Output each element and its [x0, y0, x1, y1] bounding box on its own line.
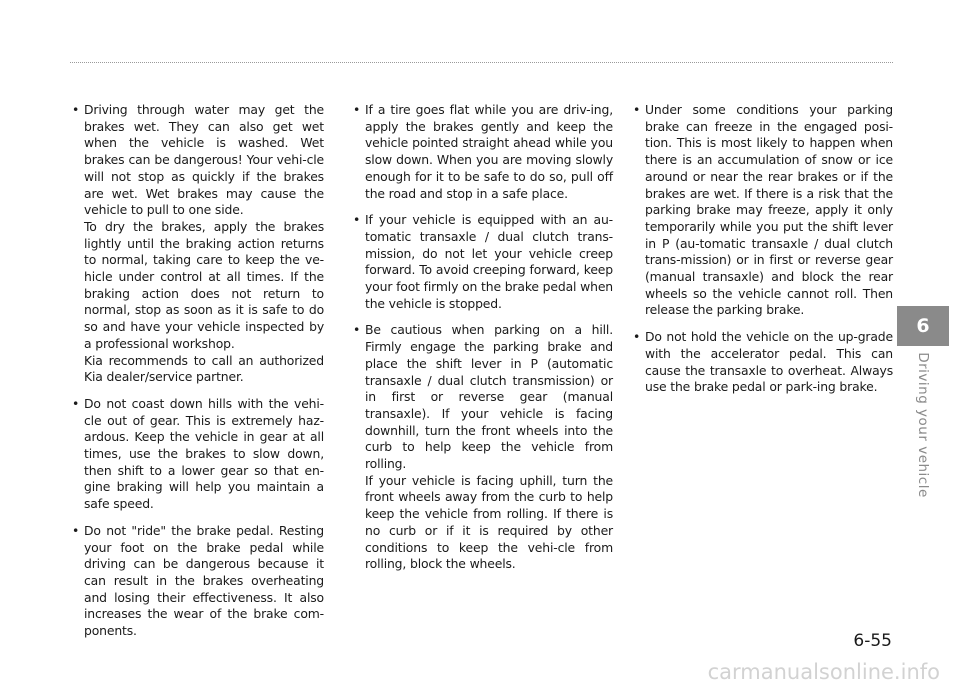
paragraph: If your vehicle is equipped with an au-tomatic transaxle / dual clutch trans-mission, do not let your vehicle creep forward. To avoid creeping forward, keep your foot firmly on the brake pedal when the vehicle is stopped. — [365, 212, 613, 311]
header-divider — [70, 62, 893, 63]
paragraph: Be cautious when parking on a hill. Firmly engage the parking brake and place the shift lever in P (automatic transaxle / dual clutch transmission) or in first or reverse gear (manual transaxle). If your vehicle is facing downhill, turn the front wheels into the curb to help keep the vehicle from rolling. — [365, 322, 613, 472]
bullet-dot: • — [633, 329, 641, 345]
watermark: carmanualsonline.info — [707, 660, 940, 684]
paragraph: Do not hold the vehicle on the up-grade with the accelerator pedal. This can cause the transaxle to overheat. Always use the brake pedal or park-ing brake. — [645, 329, 893, 395]
bullet-item — [72, 396, 324, 513]
bullet-dot: • — [72, 522, 80, 538]
bullet-item — [353, 322, 613, 573]
bullet-dot: • — [353, 212, 361, 228]
chapter-tab: 6 — [897, 306, 949, 346]
chapter-title: Driving your vehicle — [915, 352, 931, 498]
paragraph: Driving through water may get the brakes wet. They can also get wet when the vehicle is washed. Wet brakes can be dangerous! Your vehi-cle will not stop as quickly if the brakes are wet. Wet brakes may cause the vehicle to pull to one side. — [84, 102, 324, 218]
paragraph: Do not "ride" the brake pedal. Resting your foot on the brake pedal while driving can be dangerous because it can result in the brakes overheating and losing their effectiveness. It also increases the wear of the brake com-ponents. — [84, 522, 324, 639]
text-column-1 — [72, 102, 324, 650]
bullet-dot: • — [72, 395, 80, 411]
bullet-item — [633, 102, 893, 319]
paragraph: To dry the brakes, apply the brakes lightly until the braking action returns to normal, taking care to keep the ve-hicle under control at all times. If the braking action does not return to normal, stop as soon as it is safe to do so and have your vehicle inspected by a professional workshop. — [84, 218, 324, 351]
bullet-dot: • — [72, 102, 80, 117]
paragraph: Under some conditions your parking brake can freeze in the engaged posi-tion. This is most likely to happen when there is an accumulation of snow or ice around or near the rear brakes or if the brakes are wet. If there is a risk that the parking brake may freeze, apply it only temporarily while you put the shift lever in P (au-tomatic transaxle / dual clutch trans-mission) or in first or reverse gear (manual transaxle) and block the rear wheels so the vehicle cannot roll. Then release the parking brake. — [645, 102, 893, 318]
paragraph: Do not coast down hills with the vehi-cle out of gear. This is extremely haz-ardous. Keep the vehicle in gear at all times, use the brakes to slow down, then shift to a lower gear so that en-gine braking will help you maintain a safe speed. — [84, 395, 324, 512]
bullet-dot: • — [353, 102, 361, 117]
bullet-item — [353, 102, 613, 202]
page-number: 6-55 — [853, 631, 892, 651]
bullet-dot: • — [633, 102, 641, 117]
bullet-item — [353, 212, 613, 312]
bullet-item — [72, 102, 324, 386]
paragraph: If your vehicle is facing uphill, turn the front wheels away from the curb to help keep the vehicle from rolling. If there is no curb or if it is required by other conditions to keep the vehi-cle from rolling, block the wheels. — [365, 472, 613, 572]
text-column-2 — [353, 102, 613, 583]
paragraph: If a tire goes flat while you are driv-ing, apply the brakes gently and keep the vehicle pointed straight ahead while you slow down. When you are moving slowly enough for it to be safe to do so, pull off the road and stop in a safe place. — [365, 102, 613, 201]
bullet-dot: • — [353, 322, 361, 338]
paragraph: Kia recommends to call an authorized Kia dealer/service partner. — [84, 352, 324, 385]
text-column-3 — [633, 102, 893, 406]
bullet-item — [72, 523, 324, 640]
bullet-item — [633, 329, 893, 396]
